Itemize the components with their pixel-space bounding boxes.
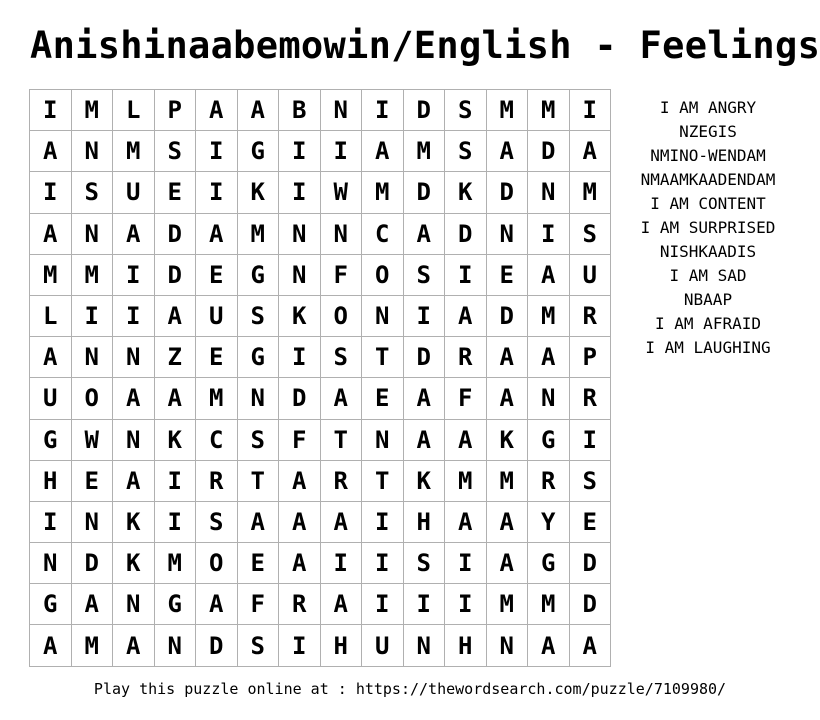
grid-cell[interactable]: D (155, 255, 197, 296)
grid-cell[interactable]: A (238, 502, 280, 543)
grid-cell[interactable]: M (72, 90, 114, 131)
grid-cell[interactable]: Y (528, 502, 570, 543)
grid-cell[interactable]: M (238, 214, 280, 255)
word-list-item: NMAAMKAADENDAM (640, 170, 776, 189)
letter-grid[interactable] (29, 89, 611, 667)
grid-cell[interactable]: G (528, 543, 570, 584)
grid-cell[interactable]: K (113, 502, 155, 543)
grid-cell[interactable]: K (279, 296, 321, 337)
grid-cell[interactable]: E (238, 543, 280, 584)
word-list (628, 96, 788, 360)
grid-cell[interactable]: L (113, 90, 155, 131)
grid-cell[interactable]: A (72, 584, 114, 625)
grid-cell[interactable]: D (404, 90, 446, 131)
grid-cell[interactable]: A (445, 420, 487, 461)
grid-cell[interactable]: D (404, 337, 446, 378)
grid-cell[interactable]: S (404, 255, 446, 296)
grid-cell[interactable]: S (404, 543, 446, 584)
grid-cell[interactable]: I (445, 255, 487, 296)
grid-cell[interactable]: A (279, 502, 321, 543)
grid-cell[interactable]: F (321, 255, 363, 296)
grid-cell[interactable]: N (362, 296, 404, 337)
word-list-item: I AM ANGRY (659, 98, 757, 117)
grid-cell[interactable]: E (362, 378, 404, 419)
grid-cell[interactable]: G (30, 584, 72, 625)
grid-cell[interactable]: M (155, 543, 197, 584)
grid-cell[interactable]: P (155, 90, 197, 131)
grid-cell[interactable]: G (155, 584, 197, 625)
grid-cell[interactable]: N (72, 337, 114, 378)
grid-cell[interactable]: E (196, 337, 238, 378)
grid-cell[interactable]: I (155, 461, 197, 502)
grid-cell[interactable]: R (279, 584, 321, 625)
grid-cell[interactable]: A (321, 502, 363, 543)
grid-cell[interactable]: W (321, 172, 363, 213)
grid-cell[interactable]: M (113, 131, 155, 172)
grid-cell[interactable]: R (570, 378, 612, 419)
grid-cell[interactable]: N (362, 420, 404, 461)
grid-cell[interactable]: N (528, 378, 570, 419)
grid-cell[interactable]: A (155, 296, 197, 337)
word-list-item: NMINO-WENDAM (650, 146, 766, 165)
grid-cell[interactable]: R (321, 461, 363, 502)
grid-cell[interactable]: K (487, 420, 529, 461)
word-list-item: I AM AFRAID (655, 314, 761, 333)
grid-cell[interactable]: I (445, 584, 487, 625)
grid-cell[interactable]: U (362, 625, 404, 666)
grid-cell[interactable]: O (196, 543, 238, 584)
grid-cell[interactable]: N (238, 378, 280, 419)
grid-cell[interactable]: D (72, 543, 114, 584)
grid-cell[interactable]: O (321, 296, 363, 337)
grid-cell[interactable]: D (487, 296, 529, 337)
grid-cell[interactable]: A (279, 543, 321, 584)
grid-cell[interactable]: I (570, 90, 612, 131)
grid-cell[interactable]: M (487, 584, 529, 625)
grid-cell[interactable]: C (362, 214, 404, 255)
grid-cell[interactable]: F (279, 420, 321, 461)
grid-cell[interactable]: N (72, 131, 114, 172)
grid-cell[interactable]: A (279, 461, 321, 502)
grid-cell[interactable]: G (238, 131, 280, 172)
grid-cell[interactable]: M (404, 131, 446, 172)
grid-cell[interactable]: D (487, 172, 529, 213)
grid-cell[interactable]: I (362, 90, 404, 131)
grid-cell[interactable]: M (72, 255, 114, 296)
grid-cell[interactable]: R (196, 461, 238, 502)
grid-cell[interactable]: S (570, 214, 612, 255)
grid-cell[interactable]: E (570, 502, 612, 543)
grid-cell[interactable]: I (279, 337, 321, 378)
grid-cell[interactable]: A (113, 625, 155, 666)
grid-cell[interactable]: U (113, 172, 155, 213)
grid-cell[interactable]: W (72, 420, 114, 461)
grid-cell[interactable]: N (279, 214, 321, 255)
grid-cell[interactable]: S (72, 172, 114, 213)
grid-cell[interactable]: S (238, 296, 280, 337)
grid-cell[interactable]: E (155, 172, 197, 213)
grid-cell[interactable]: A (30, 337, 72, 378)
grid-cell[interactable]: O (72, 378, 114, 419)
grid-cell[interactable]: T (321, 420, 363, 461)
grid-cell[interactable]: I (321, 543, 363, 584)
grid-cell[interactable]: C (196, 420, 238, 461)
grid-cell[interactable]: A (570, 131, 612, 172)
grid-cell[interactable]: S (445, 90, 487, 131)
grid-cell[interactable]: E (72, 461, 114, 502)
grid-cell[interactable]: A (30, 131, 72, 172)
grid-cell[interactable]: A (528, 337, 570, 378)
grid-cell[interactable]: D (404, 172, 446, 213)
grid-cell[interactable]: F (238, 584, 280, 625)
word-list-item: NISHKAADIS (659, 242, 757, 261)
grid-cell[interactable]: A (321, 584, 363, 625)
grid-cell[interactable]: S (238, 625, 280, 666)
grid-cell[interactable]: A (113, 214, 155, 255)
grid-cell[interactable]: H (445, 625, 487, 666)
grid-cell[interactable]: I (30, 502, 72, 543)
grid-cell[interactable]: A (487, 378, 529, 419)
grid-cell[interactable]: U (570, 255, 612, 296)
grid-cell[interactable]: K (238, 172, 280, 213)
grid-cell[interactable]: A (113, 461, 155, 502)
grid-cell[interactable]: I (279, 172, 321, 213)
grid-cell[interactable]: M (570, 172, 612, 213)
puzzle-title: Anishinaabemowin/English - Feelings (30, 24, 820, 67)
word-list-item: I AM CONTENT (650, 194, 766, 213)
grid-cell[interactable]: B (279, 90, 321, 131)
grid-cell[interactable]: N (528, 172, 570, 213)
grid-cell[interactable]: A (321, 378, 363, 419)
grid-cell[interactable]: I (445, 543, 487, 584)
grid-cell[interactable]: A (30, 625, 72, 666)
grid-cell[interactable]: M (445, 461, 487, 502)
grid-cell[interactable]: T (362, 337, 404, 378)
grid-cell[interactable]: M (362, 172, 404, 213)
grid-cell[interactable]: I (196, 172, 238, 213)
grid-cell[interactable]: S (238, 420, 280, 461)
grid-cell[interactable]: N (72, 502, 114, 543)
grid-cell[interactable]: L (30, 296, 72, 337)
grid-cell[interactable]: N (321, 90, 363, 131)
grid-cell[interactable]: N (155, 625, 197, 666)
grid-cell[interactable]: A (113, 378, 155, 419)
grid-cell[interactable]: M (528, 90, 570, 131)
grid-cell[interactable]: I (404, 584, 446, 625)
grid-cell[interactable]: E (196, 255, 238, 296)
grid-cell[interactable]: A (404, 378, 446, 419)
grid-cell[interactable]: M (30, 255, 72, 296)
grid-cell[interactable]: A (487, 337, 529, 378)
grid-cell[interactable]: U (196, 296, 238, 337)
grid-cell[interactable]: A (362, 131, 404, 172)
grid-cell[interactable]: A (404, 420, 446, 461)
grid-cell[interactable]: D (155, 214, 197, 255)
grid-cell[interactable]: I (404, 296, 446, 337)
grid-cell[interactable]: N (321, 214, 363, 255)
grid-cell[interactable]: F (445, 378, 487, 419)
grid-cell[interactable]: S (570, 461, 612, 502)
grid-cell[interactable]: I (72, 296, 114, 337)
grid-cell[interactable]: D (445, 214, 487, 255)
grid-cell[interactable]: A (487, 543, 529, 584)
grid-cell[interactable]: A (528, 625, 570, 666)
grid-cell[interactable]: A (404, 214, 446, 255)
grid-cell[interactable]: H (404, 502, 446, 543)
word-list-item: I AM LAUGHING (645, 338, 771, 357)
grid-cell[interactable]: P (570, 337, 612, 378)
grid-cell[interactable]: M (528, 584, 570, 625)
grid-cell[interactable]: N (487, 214, 529, 255)
grid-cell[interactable]: A (445, 502, 487, 543)
word-list-item: I AM SAD (669, 266, 747, 285)
grid-cell[interactable]: M (487, 461, 529, 502)
grid-cell[interactable]: G (30, 420, 72, 461)
grid-cell[interactable]: I (196, 131, 238, 172)
grid-cell[interactable]: M (196, 378, 238, 419)
grid-cell[interactable]: A (487, 131, 529, 172)
grid-cell[interactable]: I (30, 90, 72, 131)
grid-cell[interactable]: I (362, 502, 404, 543)
grid-cell[interactable]: I (321, 131, 363, 172)
grid-cell[interactable]: A (528, 255, 570, 296)
grid-cell[interactable]: N (72, 214, 114, 255)
grid-cell[interactable]: A (155, 378, 197, 419)
grid-cell[interactable]: A (196, 584, 238, 625)
grid-cell[interactable]: H (321, 625, 363, 666)
grid-cell[interactable]: S (196, 502, 238, 543)
grid-cell[interactable]: A (238, 90, 280, 131)
grid-cell[interactable]: R (570, 296, 612, 337)
grid-cell[interactable]: R (528, 461, 570, 502)
grid-cell[interactable]: I (279, 625, 321, 666)
grid-cell[interactable]: K (155, 420, 197, 461)
grid-cell[interactable]: H (30, 461, 72, 502)
grid-cell[interactable]: A (445, 296, 487, 337)
grid-cell[interactable]: I (362, 584, 404, 625)
grid-cell[interactable]: K (404, 461, 446, 502)
grid-cell[interactable]: D (570, 584, 612, 625)
grid-cell[interactable]: I (113, 255, 155, 296)
grid-cell[interactable]: N (30, 543, 72, 584)
footer-link-text[interactable]: Play this puzzle online at : https://thewordsearch.com/puzzle/7109980/ (93, 680, 727, 698)
grid-cell[interactable]: U (30, 378, 72, 419)
grid-cell[interactable]: T (238, 461, 280, 502)
grid-cell[interactable]: K (445, 172, 487, 213)
grid-cell[interactable]: E (487, 255, 529, 296)
grid-cell[interactable]: G (238, 255, 280, 296)
grid-cell[interactable]: A (570, 625, 612, 666)
grid-cell[interactable]: M (528, 296, 570, 337)
grid-cell[interactable]: T (362, 461, 404, 502)
grid-cell[interactable]: K (113, 543, 155, 584)
grid-cell[interactable]: A (487, 502, 529, 543)
word-list-item: I AM SURPRISED (640, 218, 776, 237)
word-list-item: NZEGIS (679, 122, 737, 141)
grid-cell[interactable]: I (362, 543, 404, 584)
grid-cell[interactable]: G (528, 420, 570, 461)
word-list-item: NBAAP (683, 290, 733, 309)
grid-cell[interactable]: N (404, 625, 446, 666)
grid-cell[interactable]: S (155, 131, 197, 172)
grid-cell[interactable]: M (487, 90, 529, 131)
grid-cell[interactable]: N (113, 420, 155, 461)
grid-cell[interactable]: Z (155, 337, 197, 378)
grid-cell[interactable]: I (155, 502, 197, 543)
grid-cell[interactable]: D (570, 543, 612, 584)
grid-cell[interactable]: S (321, 337, 363, 378)
grid-cell[interactable]: A (196, 90, 238, 131)
grid-cell[interactable]: I (528, 214, 570, 255)
grid-cell[interactable]: D (279, 378, 321, 419)
grid-cell[interactable]: N (113, 584, 155, 625)
grid-cell[interactable]: A (196, 214, 238, 255)
grid-cell[interactable]: I (30, 172, 72, 213)
grid-cell[interactable]: G (238, 337, 280, 378)
grid-cell[interactable]: N (279, 255, 321, 296)
grid-cell[interactable]: I (570, 420, 612, 461)
grid-cell[interactable]: O (362, 255, 404, 296)
grid-cell[interactable]: N (113, 337, 155, 378)
grid-cell[interactable]: S (445, 131, 487, 172)
grid-cell[interactable]: N (487, 625, 529, 666)
grid-cell[interactable]: M (72, 625, 114, 666)
grid-cell[interactable]: I (113, 296, 155, 337)
grid-cell[interactable]: I (279, 131, 321, 172)
grid-cell[interactable]: D (528, 131, 570, 172)
grid-cell[interactable]: A (30, 214, 72, 255)
grid-cell[interactable]: D (196, 625, 238, 666)
grid-cell[interactable]: R (445, 337, 487, 378)
